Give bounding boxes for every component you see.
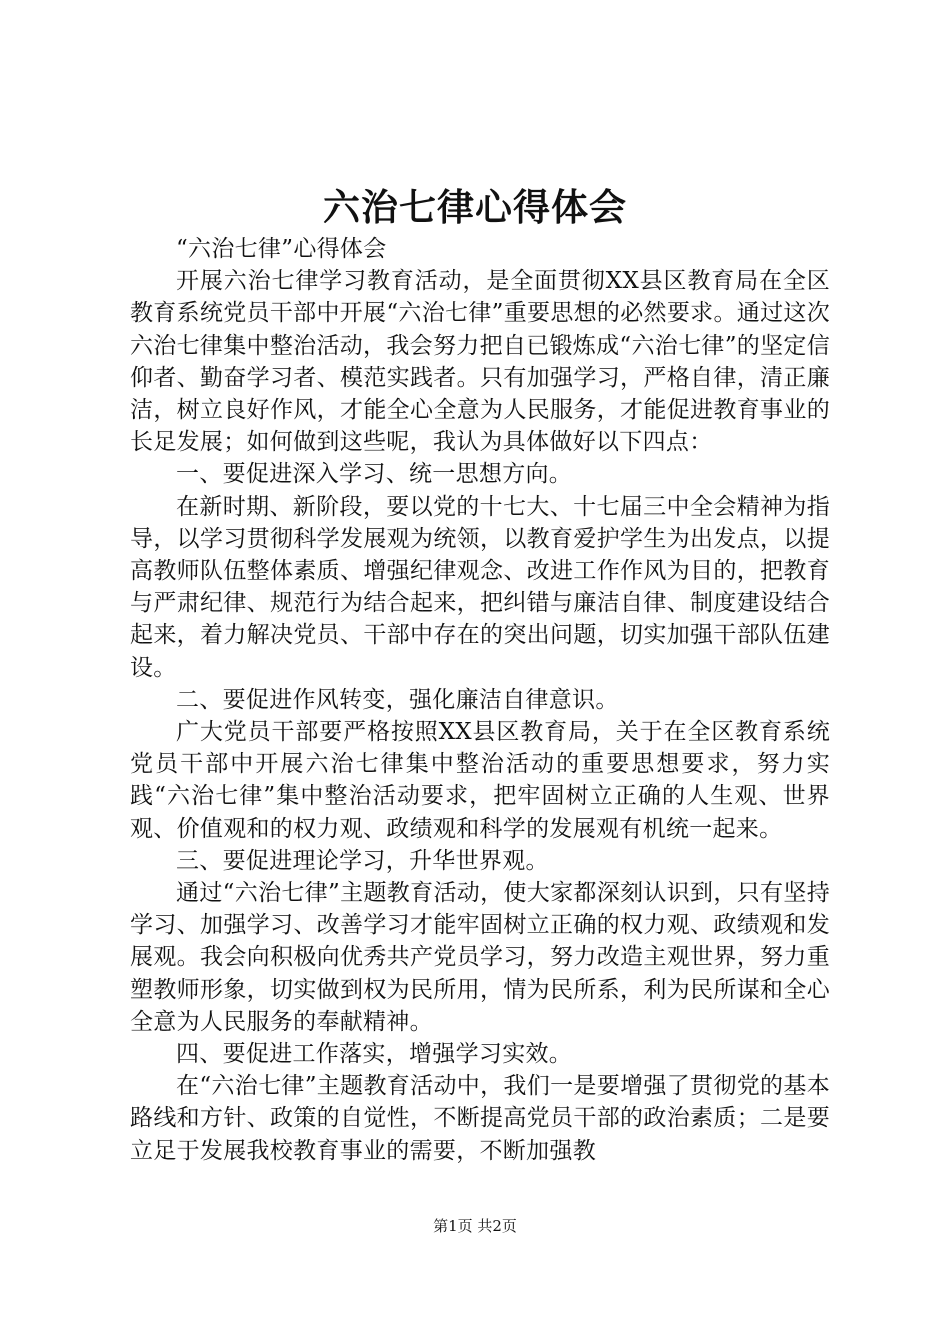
document-body bbox=[130, 233, 830, 1167]
body-paragraph: 在“六治七律”主题教育活动中，我们一是要增强了贯彻党的基本路线和方针、政策的自觉性，不断提高党员干部的政治素质；二是要立足于发展我校教育事业的需要，不断加强教 bbox=[130, 1073, 830, 1164]
section-heading: 四、要促进工作落实，增强学习实效。 bbox=[176, 1041, 573, 1068]
page-footer: 第1页 共2页 bbox=[433, 1217, 517, 1235]
document-title: 六治七律心得体会 bbox=[323, 185, 627, 229]
body-paragraph: 开展六治七律学习教育活动，是全面贯彻XX县区教育局在全区教育系统党员干部中开展“六治七律”重要思想的必然要求。通过这次六治七律集中整治活动，我会努力把自已锻炼成“六治七律”的坚定信仰者、勤奋学习者、模范实践者。只有加强学习，严格自律，清正廉洁，树立良好作风，才能全心全意为人民服务，才能促进教育事业的长足发展；如何做到这些呢，我认为具体做好以下四点： bbox=[130, 268, 830, 456]
section-heading: 三、要促进理论学习，升华世界观。 bbox=[176, 847, 549, 874]
section-heading: 一、要促进深入学习、统一思想方向。 bbox=[176, 461, 573, 488]
body-paragraph: 通过“六治七律”主题教育活动，使大家都深刻认识到，只有坚持学习、加强学习、改善学习才能牢固树立正确的权力观、政绩观和发展观。我会向积极向优秀共产党员学习，努力改造主观世界，努力重塑教师形象，切实做到权为民所用，情为民所系，利为民所谋和全心全意为人民服务的奉献精神。 bbox=[130, 880, 830, 1035]
body-paragraph: 在新时期、新阶段，要以党的十七大、十七届三中全会精神为指导，以学习贯彻科学发展观为统领，以教育爱护学生为出发点，以提高教师队伍整体素质、增强纪律观念、改进工作作风为目的，把教育与严肃纪律、规范行为结合起来，把纠错与廉洁自律、制度建设结合起来，着力解决党员、干部中存在的突出问题，切实加强干部队伍建设。 bbox=[130, 493, 830, 681]
section-heading: 二、要促进作风转变，强化廉洁自律意识。 bbox=[176, 686, 619, 713]
subtitle-paragraph: “六治七律”心得体会 bbox=[176, 236, 387, 262]
body-paragraph: 广大党员干部要严格按照XX县区教育局，关于在全区教育系统党员干部中开展六治七律集中整治活动的重要思想要求，努力实践“六治七律”集中整治活动要求，把牢固树立正确的人生观、世界观、价值观和的权力观、政绩观和科学的发展观有机统一起来。 bbox=[130, 719, 830, 842]
